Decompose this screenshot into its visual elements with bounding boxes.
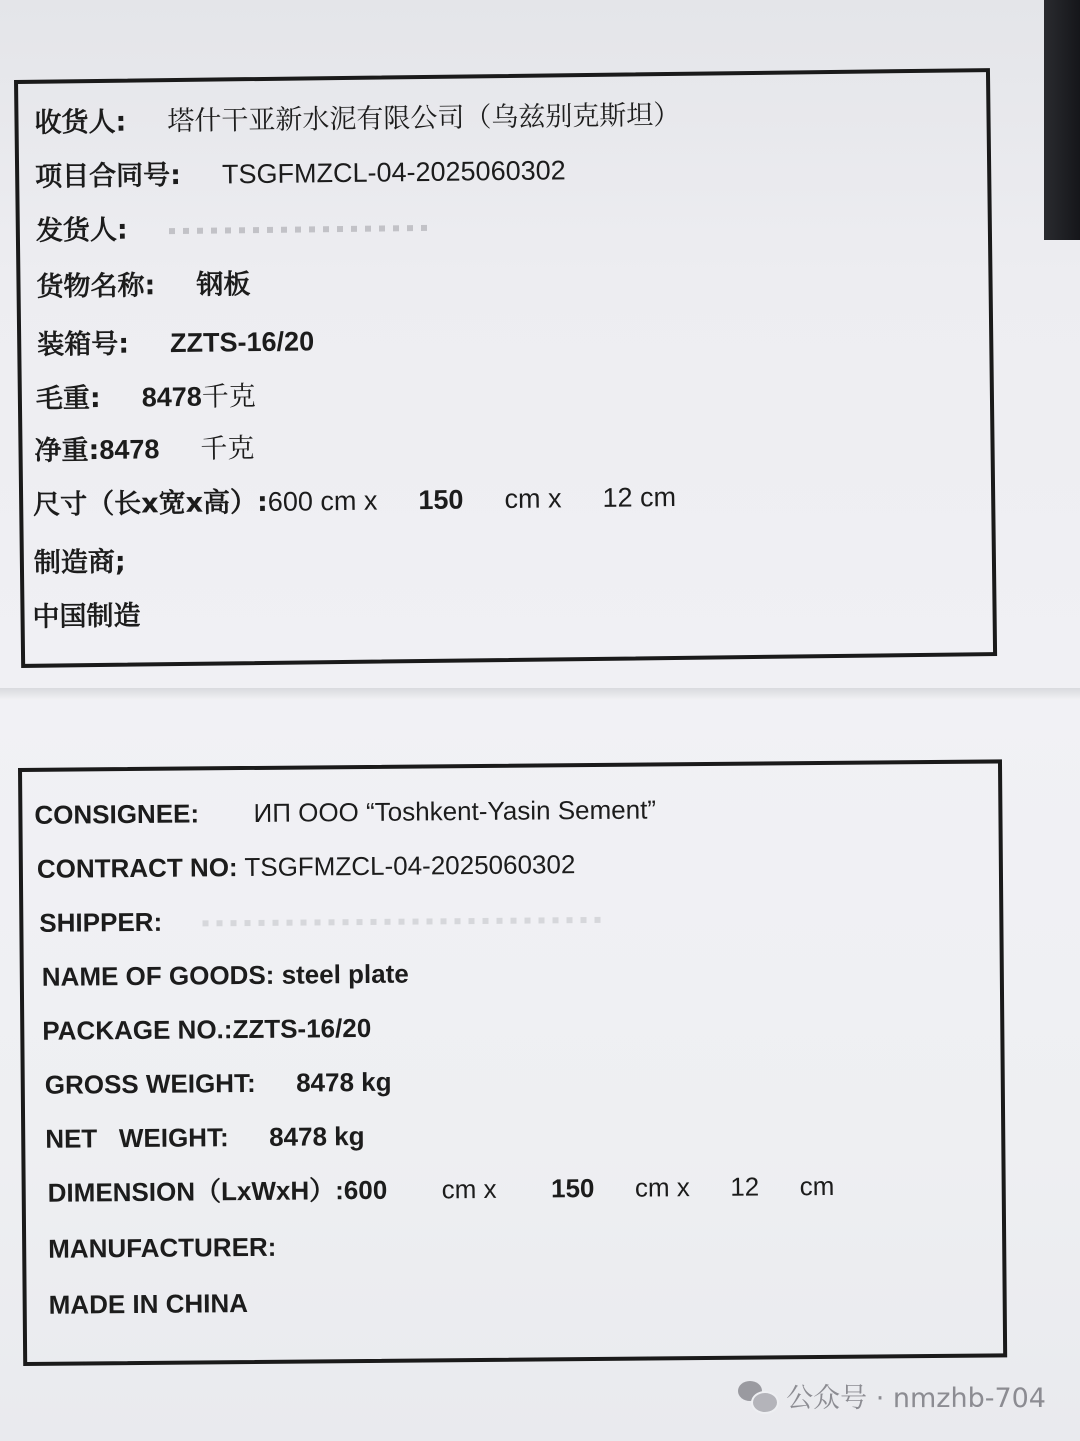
net-weight-value: 8478 kg	[269, 1120, 365, 1152]
package-value: ZZTS-16/20	[232, 1012, 372, 1045]
gross-weight-key: GROSS WEIGHT:	[44, 1067, 256, 1100]
dimension-length: 600 cm x	[267, 485, 378, 517]
shipper-row	[36, 209, 431, 249]
net-weight-row	[34, 431, 254, 469]
consignee-key: 收货人:	[34, 106, 127, 139]
manufacturer-key: MANUFACTURER:	[48, 1231, 277, 1264]
wechat-icon	[738, 1381, 776, 1411]
contract-row	[35, 153, 566, 194]
contract-row	[37, 847, 576, 886]
chinese-shipping-label	[14, 68, 997, 668]
package-row	[42, 1011, 371, 1048]
package-value: ZZTS-16/20	[169, 326, 315, 359]
dimension-width-unit: cm x	[504, 483, 562, 515]
origin-text: 中国制造	[32, 600, 141, 633]
goods-row	[36, 267, 250, 305]
package-key: PACKAGE NO.:	[42, 1014, 233, 1046]
contract-key: CONTRACT NO:	[36, 852, 238, 884]
dimension-width: 150	[418, 484, 464, 516]
gross-weight-key: 毛重:	[35, 382, 101, 415]
manufacturer-key: 制造商;	[33, 546, 126, 579]
gross-weight-number: 8478	[141, 381, 202, 413]
watermark	[738, 1376, 1046, 1415]
gross-weight-unit: 千克	[201, 381, 256, 412]
goods-value: steel plate	[281, 958, 409, 990]
package-key: 装箱号:	[37, 328, 130, 361]
net-weight-unit: 千克	[200, 433, 255, 464]
contract-key: 项目合同号:	[35, 159, 182, 193]
dimension-length: 600	[343, 1174, 388, 1206]
package-row	[37, 324, 314, 362]
english-shipping-label	[18, 759, 1007, 1366]
shipper-row	[39, 901, 603, 940]
watermark-text: 公众号 · nmzhb-704	[786, 1383, 1046, 1414]
dimension-width: 150	[550, 1172, 595, 1204]
dimension-row	[33, 480, 676, 523]
gross-weight-value: 8478 kg	[295, 1066, 392, 1098]
dimension-height-unit: cm	[799, 1170, 835, 1202]
net-weight-key: NET WEIGHT:	[45, 1122, 229, 1154]
dimension-height: 12	[730, 1171, 760, 1202]
goods-key: 货物名称:	[36, 270, 156, 303]
consignee-key: CONSIGNEE:	[34, 798, 200, 830]
origin-text: MADE IN CHINA	[48, 1288, 249, 1320]
dimension-row	[48, 1169, 835, 1210]
background-dark-corner	[1044, 0, 1080, 240]
consignee-value: 塔什干亚新水泥有限公司（乌兹别克斯坦）	[167, 99, 681, 137]
consignee-row	[34, 792, 656, 831]
contract-value: TSGFMZCL-04-2025060302	[244, 849, 576, 883]
goods-value: 钢板	[196, 269, 251, 300]
contract-value: TSGFMZCL-04-2025060302	[221, 155, 566, 190]
origin-row	[49, 1286, 249, 1322]
dimension-key: DIMENSION（LxWxH）:	[47, 1175, 344, 1208]
shipper-redacted	[203, 917, 603, 926]
consignee-value: ИП ООО “Toshkent-Yasin Sement”	[253, 794, 657, 828]
manufacturer-row	[34, 545, 126, 581]
goods-row	[42, 957, 409, 994]
dimension-length-unit: cm x	[441, 1173, 497, 1205]
shipper-redacted	[169, 225, 431, 234]
goods-key: NAME OF GOODS:	[41, 959, 275, 992]
consignee-row	[34, 98, 680, 141]
net-weight-number: 8478	[99, 434, 160, 465]
dimension-width-unit: cm x	[634, 1172, 690, 1203]
dimension-key: 尺寸（长x宽x高）:	[33, 486, 269, 521]
shipper-key: 发货人:	[35, 214, 128, 247]
shipper-key: SHIPPER:	[39, 906, 163, 938]
net-weight-key: 净重:	[34, 434, 100, 467]
origin-row	[32, 598, 140, 634]
manufacturer-row	[48, 1230, 276, 1266]
net-weight-row	[45, 1119, 365, 1156]
gross-weight-row	[36, 379, 256, 417]
dimension-height: 12 cm	[602, 481, 677, 513]
gross-weight-row	[45, 1065, 392, 1102]
